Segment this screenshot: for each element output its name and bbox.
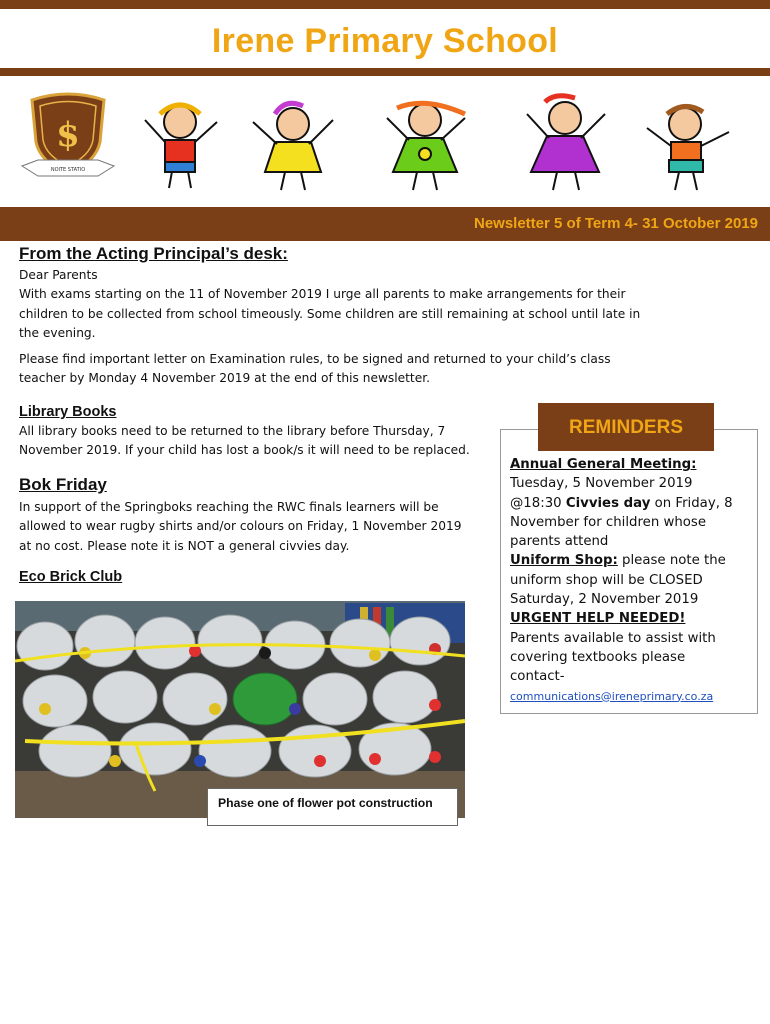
- photo-caption-box: [207, 788, 458, 826]
- contact-email-link[interactable]: communications@ireneprimary.co.za: [510, 689, 714, 703]
- library-line2: November 2019. If your child has lost a book/s it will need to be replaced.: [19, 443, 470, 458]
- urgent-line2: covering textbooks please: [510, 649, 686, 665]
- svg-text:$: $: [56, 115, 80, 155]
- library-section: [19, 403, 494, 461]
- school-title: Irene Primary School: [211, 22, 559, 60]
- agm-line1: Tuesday, 5 November 2019: [510, 476, 693, 492]
- principal-para1-line3: the evening.: [19, 325, 96, 340]
- civvies-line1: on Friday, 8: [650, 495, 733, 511]
- agm-label: Annual General Meeting:: [510, 457, 697, 472]
- uniform-line2: uniform shop will be CLOSED: [510, 572, 703, 588]
- eco-brick-photo: [15, 601, 465, 818]
- urgent-line3: contact-: [510, 669, 565, 685]
- principal-section: [19, 244, 669, 389]
- header-top-bar: [0, 0, 770, 9]
- uniform-line1: please note the: [617, 553, 726, 569]
- urgent-line1: Parents available to assist with: [510, 630, 716, 646]
- bok-line1: In support of the Springboks reaching the RWC finals learners will be: [19, 500, 439, 514]
- greeting: Dear Parents: [19, 268, 98, 282]
- eco-brick-heading: Eco Brick Club: [19, 569, 123, 585]
- photo-caption: Phase one of flower pot construction: [218, 796, 433, 810]
- bok-friday-heading: Bok Friday: [19, 475, 107, 494]
- school-crest-logo: [20, 90, 116, 184]
- civvies-line2: November for children whose: [510, 514, 707, 530]
- uniform-line3: Saturday, 2 November 2019: [510, 592, 699, 608]
- reminders-body: [510, 455, 755, 706]
- principal-heading: From the Acting Principal’s desk:: [19, 244, 288, 263]
- library-line1: All library books need to be returned to the library before Thursday, 7: [19, 424, 446, 438]
- principal-para2-line1: Please find important letter on Examination rules, to be signed and returned to your child’s class: [19, 352, 611, 367]
- bok-friday-section: [19, 474, 494, 556]
- agm-time: @18:30: [510, 495, 566, 511]
- uniform-label: Uniform Shop:: [510, 553, 618, 569]
- dancing-kids-illustration: [135, 92, 745, 192]
- civvies-line3: parents attend: [510, 534, 609, 550]
- reminders-header: [538, 403, 714, 451]
- urgent-label: URGENT HELP NEEDED!: [510, 611, 686, 627]
- bok-line2: allowed to wear rugby shirts and/or colours on Friday, 1 November 2019: [19, 519, 462, 534]
- principal-para2-line2: teacher by Monday 4 November 2019 at the end of this newsletter.: [19, 371, 430, 386]
- principal-para1-line2: children to be collected from school timeously. Some children are still remaining at school until late in: [19, 306, 641, 321]
- bok-line3: at no cost. Please note it is NOT a general civvies day.: [19, 538, 350, 553]
- library-heading: Library Books: [19, 404, 117, 420]
- newsletter-band: [0, 207, 770, 241]
- principal-para1-line1: With exams starting on the 11 of November 2019 I urge all parents to make arrangements for their: [19, 287, 626, 302]
- civvies-label: Civvies day: [565, 495, 651, 511]
- header-divider-bar: [0, 68, 770, 76]
- crest-motto: NOITE STATIO: [50, 167, 86, 173]
- reminders-title: REMINDERS: [568, 417, 683, 438]
- eco-brick-section: [19, 568, 494, 587]
- newsletter-issue: Newsletter 5 of Term 4- 31 October 2019: [473, 215, 758, 232]
